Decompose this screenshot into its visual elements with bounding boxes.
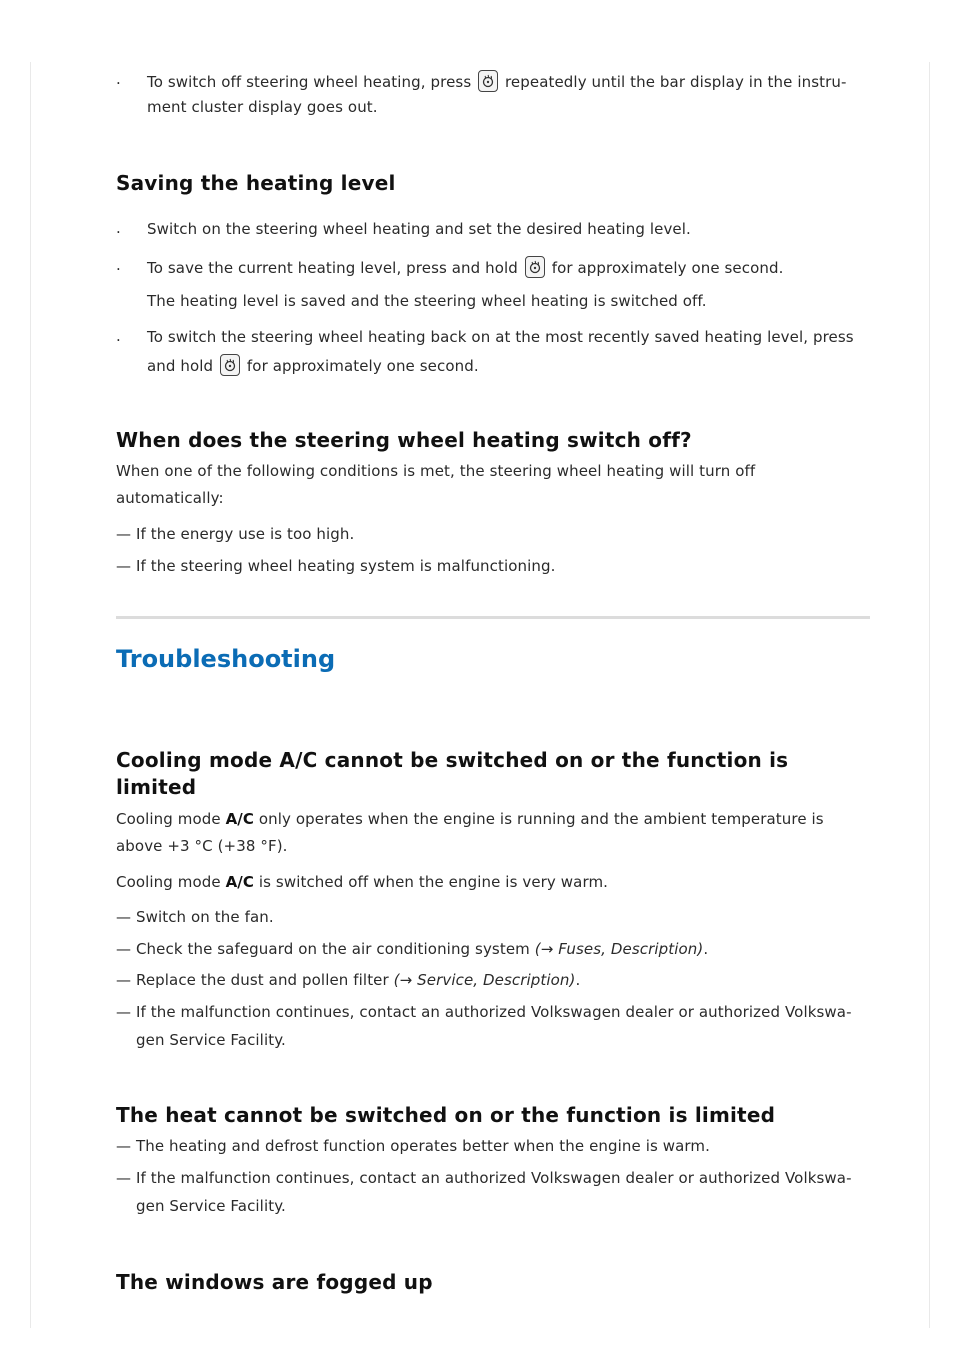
section-heading-cooling-cont: limited [116, 775, 197, 799]
list-item: — If the malfunction continues, contact an authorized Volkswagen dealer or authorized Volkswa- [116, 1003, 852, 1021]
list-item-cont: gen Service Facility. [136, 1031, 286, 1049]
section-heading-saving: Saving the heating level [116, 171, 396, 195]
paragraph [116, 809, 824, 829]
step-bullet: . [116, 70, 121, 88]
paragraph-text: only operates when the engine is running and the ambient temperature is [258, 810, 824, 828]
list-item: — Switch on the fan. [116, 908, 274, 926]
punctuation: . [575, 971, 581, 989]
step-bullet: . [116, 327, 121, 345]
paragraph-text: is switched off when the engine is very warm. [258, 873, 609, 891]
section-heading-cooling: Cooling mode A/C cannot be switched on or the function is [116, 748, 789, 772]
list-item-text: — Check the safeguard on the air conditioning system [116, 940, 530, 958]
step-text: for approximately one second. [246, 357, 479, 375]
page-margin-right [929, 62, 930, 1328]
paragraph-cont: automatically: [116, 489, 224, 507]
step-text: To save the current heating level, press and hold [147, 259, 518, 277]
step-text: for approximately one second. [551, 259, 784, 277]
list-item: — The heating and defrost function operates better when the engine is warm. [116, 1137, 710, 1155]
list-item: — If the malfunction continues, contact an authorized Volkswagen dealer or authorized Volkswa- [116, 1169, 852, 1187]
steering-wheel-heating-icon [478, 70, 498, 92]
list-item-text: — Replace the dust and pollen filter [116, 971, 389, 989]
list-item [116, 939, 708, 959]
cross-reference-link[interactable]: (→ Fuses, Description) [534, 940, 704, 958]
ac-label: A/C [225, 873, 254, 891]
list-item: — If the steering wheel heating system is malfunctioning. [116, 557, 556, 575]
step-bullet: . [116, 219, 121, 237]
step-switch-off [147, 70, 846, 92]
paragraph-text: Cooling mode [116, 873, 221, 891]
punctuation: . [703, 940, 709, 958]
step-restore-level-cont [147, 354, 479, 376]
cross-reference-link[interactable]: (→ Service, Description) [393, 971, 576, 989]
section-heading-switch-off: When does the steering wheel heating switch off? [116, 428, 692, 452]
paragraph: When one of the following conditions is met, the steering wheel heating will turn off [116, 462, 756, 480]
step-text-cont: ment cluster display goes out. [147, 98, 378, 116]
step-text: and hold [147, 357, 214, 375]
page-margin-left [30, 62, 31, 1328]
section-divider [116, 616, 870, 619]
step-save-level [147, 256, 783, 278]
step-text: repeatedly until the bar display in the instru- [504, 73, 847, 91]
step-switch-on: Switch on the steering wheel heating and set the desired heating level. [147, 220, 691, 238]
steering-wheel-heating-icon [220, 354, 240, 376]
step-restore-level: To switch the steering wheel heating back on at the most recently saved heating level, press [147, 328, 854, 346]
steering-wheel-heating-icon [525, 256, 545, 278]
chapter-title: Troubleshooting [116, 645, 336, 673]
ac-label: A/C [225, 810, 254, 828]
list-item [116, 970, 580, 990]
list-item-cont: gen Service Facility. [136, 1197, 286, 1215]
section-heading-heat: The heat cannot be switched on or the function is limited [116, 1103, 776, 1127]
step-text: To switch off steering wheel heating, press [147, 73, 472, 91]
paragraph-cont: above +3 °C (+38 °F). [116, 837, 288, 855]
section-heading-windows: The windows are fogged up [116, 1270, 433, 1294]
paragraph [116, 872, 608, 892]
step-bullet: . [116, 256, 121, 274]
paragraph-text: Cooling mode [116, 810, 221, 828]
list-item: — If the energy use is too high. [116, 525, 355, 543]
step-result: The heating level is saved and the steering wheel heating is switched off. [147, 292, 707, 310]
